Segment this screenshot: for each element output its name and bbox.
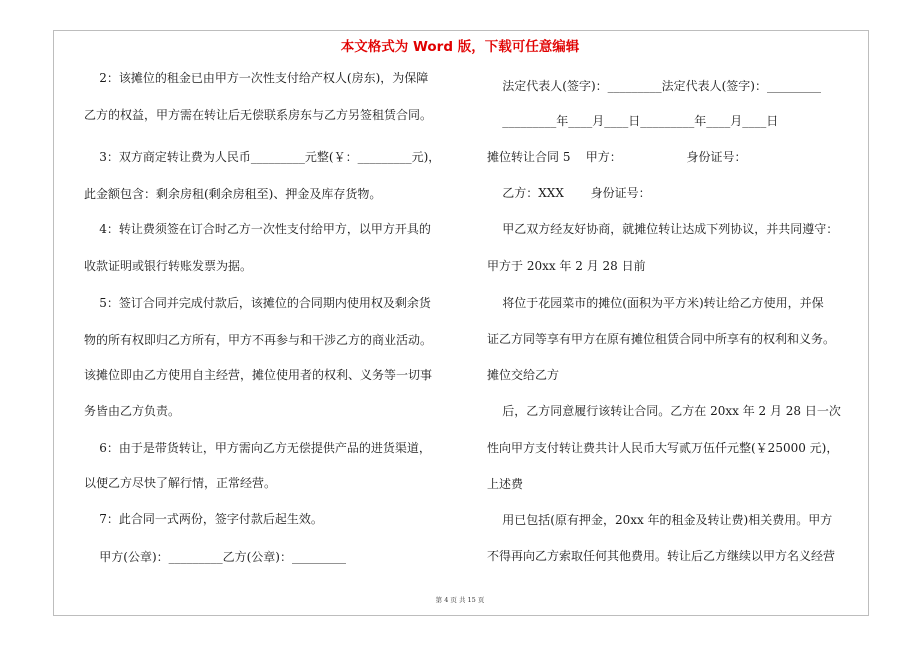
- text-line: 乙方：XXX 身份证号：: [487, 186, 651, 200]
- text-line: 不得再向乙方索取任何其他费用。转让后乙方继续以甲方名义经营: [487, 549, 836, 563]
- page-number: 第 4 页 共 15 页: [435, 596, 485, 604]
- text-line: 该摊位即由乙方使用自主经营，摊位使用者的权利、义务等一切事: [84, 368, 433, 382]
- text-line: 3：双方商定转让费为人民币_________元整(￥：_________元)，: [84, 150, 441, 164]
- text-line: 4：转让费须签在订合时乙方一次性支付给甲方，以甲方开具的: [84, 222, 431, 236]
- text-line: 5：签订合同并完成付款后，该摊位的合同期内使用权及剩余货: [84, 296, 431, 310]
- text-line: 收款证明或银行转账发票为据。: [84, 259, 253, 273]
- signature-line: 甲方(公章)：_________乙方(公章)：_________: [84, 550, 346, 564]
- text-line: 此金额包含：剩余房租(剩余房租至)、押金及库存货物。: [84, 187, 382, 201]
- text-line: 甲方于 20xx 年 2 月 28 日前: [487, 259, 646, 273]
- text-line: 摊位转让合同 5 甲方： 身份证号：: [487, 150, 747, 164]
- text-line: 后，乙方同意履行该转让合同。乙方在 20xx 年 2 月 28 日一次: [487, 404, 841, 418]
- text-line: 6：由于是带货转让，甲方需向乙方无偿提供产品的进货渠道，: [84, 441, 431, 455]
- date-line: _________年____月____日_________年____月____日: [487, 114, 779, 128]
- text-line: 甲乙双方经友好协商，就摊位转让达成下列协议，并共同遵守：: [487, 222, 839, 236]
- text-line: 证乙方同等享有甲方在原有摊位租赁合同中所享有的权利和义务。: [487, 332, 836, 346]
- text-line: 用已包括(原有押金，20xx 年的租金及转让费)相关费用。甲方: [487, 513, 833, 527]
- text-line: 物的所有权即归乙方所有，甲方不再参与和干涉乙方的商业活动。: [84, 333, 433, 347]
- text-line: 务皆由乙方负责。: [84, 404, 181, 418]
- text-line: 将位于花园菜市的摊位(面积为平方米)转让给乙方使用，并保: [487, 296, 824, 310]
- text-line: 性向甲方支付转让费共计人民币大写贰万伍仟元整(￥25000 元)，: [487, 441, 839, 455]
- text-line: 2：该摊位的租金已由甲方一次性支付给产权人(房东)，为保障: [84, 71, 429, 85]
- text-line: 以便乙方尽快了解行情，正常经营。: [84, 476, 277, 490]
- banner-title: 本文格式为 Word 版，下载可任意编辑: [340, 39, 580, 55]
- text-line: 7：此合同一式两份，签字付款后起生效。: [84, 512, 323, 526]
- text-line: 上述费: [487, 477, 524, 491]
- signature-line: 法定代表人(签字)：_________法定代表人(签字)：_________: [487, 79, 821, 93]
- text-line: 乙方的权益，甲方需在转让后无偿联系房东与乙方另签租赁合同。: [84, 108, 433, 122]
- text-line: 摊位交给乙方: [487, 368, 560, 382]
